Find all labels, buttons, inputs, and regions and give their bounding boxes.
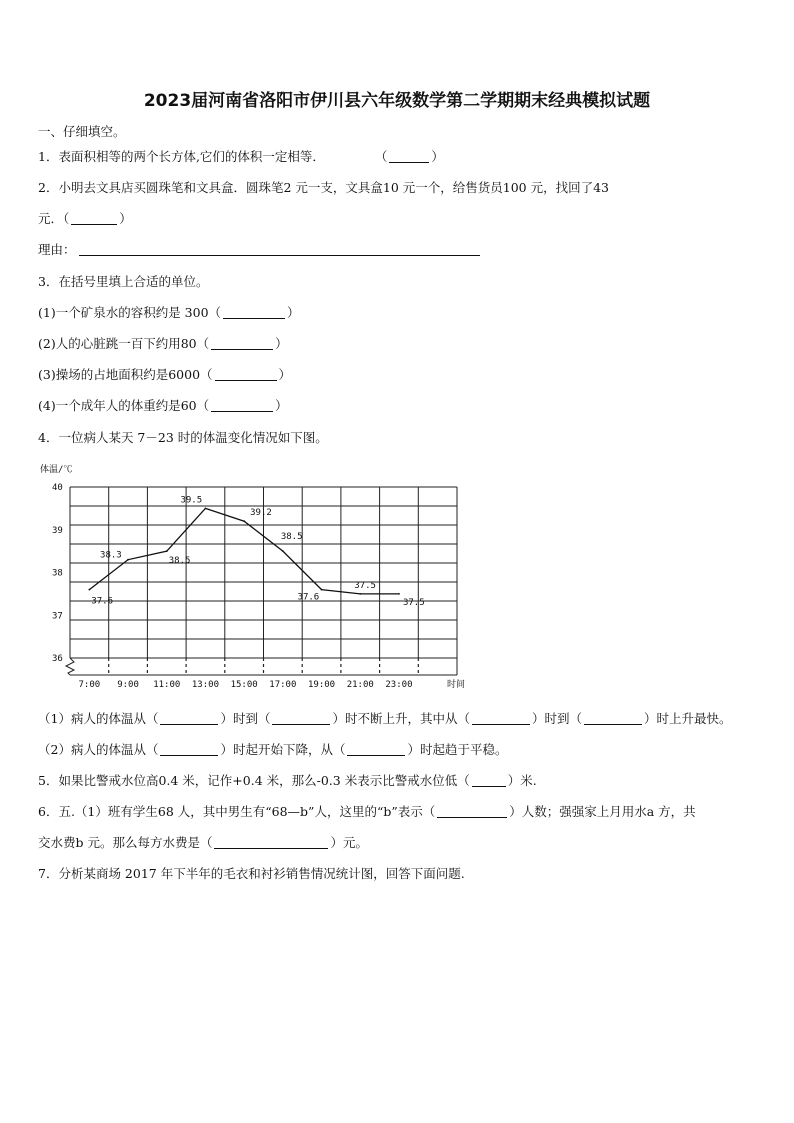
question-5 bbox=[38, 771, 537, 789]
page-title: 2023届河南省洛阳市伊川县六年级数学第二学期期末经典模拟试题 bbox=[143, 91, 651, 111]
answer-blank[interactable] bbox=[389, 149, 429, 163]
axis-break-icon bbox=[66, 658, 74, 675]
y-tick-label: 40 bbox=[52, 483, 63, 493]
q4-sub2-text-2: ）时起开始下降，从（ bbox=[220, 742, 346, 757]
question-4-sub2 bbox=[38, 740, 508, 758]
x-axis-label: 时间 bbox=[447, 680, 466, 690]
question-2-prefix: 元．（ bbox=[38, 211, 70, 226]
y-tick-label: 38 bbox=[52, 568, 63, 579]
x-tick-label: 7:00 bbox=[78, 680, 101, 690]
paren-close: ） bbox=[119, 211, 132, 226]
data-label: 38.3 bbox=[100, 550, 122, 561]
data-point bbox=[166, 550, 168, 552]
x-tick-label: 13:00 bbox=[191, 680, 219, 690]
x-tick-label: 21:00 bbox=[346, 680, 374, 690]
paren-open: （ bbox=[374, 149, 388, 164]
q4-sub2-text-3: ）时起趋于平稳。 bbox=[407, 742, 508, 757]
question-3-item-text: (3)操场的占地面积约是6000（ bbox=[38, 367, 213, 382]
x-tick-label: 17:00 bbox=[269, 680, 297, 690]
data-label: 39.2 bbox=[250, 508, 272, 519]
answer-blank[interactable] bbox=[211, 336, 273, 350]
answer-blank[interactable] bbox=[472, 773, 506, 787]
y-axis-label: 体温/℃ bbox=[40, 465, 73, 475]
answer-blank[interactable] bbox=[215, 367, 277, 381]
data-label: 37.6 bbox=[91, 596, 114, 607]
question-3-item-text: (4)一个成年人的体重约是60（ bbox=[38, 398, 210, 413]
paren-close: ） bbox=[275, 398, 288, 413]
question-7: 7．分析某商场 2017 年下半年的毛衣和衬衫销售情况统计图，回答下面问题. bbox=[38, 866, 465, 881]
question-2-line1: 2．小明去文具店买圆珠笔和文具盒．圆珠笔2 元一支，文具盒10 元一个，给售货员100 元，找回了43 bbox=[38, 180, 609, 195]
q4-sub1-text-3: ）时不断上升，其中从（ bbox=[332, 711, 470, 726]
answer-blank[interactable] bbox=[160, 711, 218, 725]
data-label: 37.6 bbox=[297, 592, 320, 603]
data-point bbox=[321, 589, 323, 591]
paren-close: ） bbox=[278, 367, 292, 382]
question-3-intro: 3．在括号里填上合适的单位。 bbox=[38, 274, 209, 289]
question-6-text-1: 6．五.（1）班有学生68 人，其中男生有“68—b”人，这里的“b”表示（ bbox=[38, 804, 436, 819]
answer-blank[interactable] bbox=[223, 305, 285, 319]
temperature-line-chart bbox=[30, 455, 480, 695]
question-5-text: 5．如果比警戒水位高0.4 米，记作+0.4 米，那么-0.3 米表示比警戒水位低（ bbox=[38, 773, 470, 788]
q4-sub1-text-2: ）时到（ bbox=[220, 711, 271, 726]
reason-label: 理由： bbox=[38, 242, 76, 257]
question-3-item-text: (1)一个矿泉水的容积约是 300（ bbox=[38, 305, 222, 320]
section-heading: 一、仔细填空。 bbox=[38, 124, 126, 139]
question-5-unit: ）米. bbox=[507, 773, 537, 788]
paren-close: ） bbox=[431, 149, 444, 164]
question-2-line2 bbox=[38, 209, 132, 227]
data-label: 37.5 bbox=[354, 580, 376, 591]
answer-blank[interactable] bbox=[584, 711, 642, 725]
question-3-item bbox=[38, 303, 300, 321]
answer-blank[interactable] bbox=[472, 711, 530, 725]
data-point bbox=[282, 550, 284, 552]
question-1-text: 1．表面积相等的两个长方体,它们的体积一定相等． bbox=[38, 149, 325, 164]
y-tick-label: 39 bbox=[52, 525, 63, 536]
x-tick-label: 15:00 bbox=[230, 680, 258, 690]
question-3-item bbox=[38, 334, 288, 352]
paren-close: ） bbox=[275, 336, 288, 351]
question-3-item bbox=[38, 365, 291, 383]
q4-sub2-text-1: （2）病人的体温从（ bbox=[38, 742, 159, 757]
question-4-sub1 bbox=[38, 709, 732, 727]
q4-sub1-text-5: ）时上升最快。 bbox=[644, 711, 732, 726]
data-point bbox=[359, 593, 361, 595]
data-point bbox=[398, 593, 400, 595]
answer-blank[interactable] bbox=[437, 804, 507, 818]
question-1 bbox=[38, 147, 444, 165]
data-point bbox=[243, 520, 245, 522]
question-6-line1 bbox=[38, 802, 696, 820]
x-tick-label: 9:00 bbox=[117, 680, 139, 690]
question-6-line2 bbox=[38, 833, 368, 851]
y-tick-label: 36 bbox=[52, 654, 63, 664]
x-tick-label: 23:00 bbox=[385, 680, 413, 690]
y-tick-label: 37 bbox=[52, 611, 63, 622]
data-label: 38.5 bbox=[168, 556, 191, 567]
data-label: 38.5 bbox=[280, 532, 303, 543]
answer-blank[interactable] bbox=[211, 398, 273, 412]
question-3-item bbox=[38, 396, 288, 414]
q4-sub1-text-1: （1）病人的体温从（ bbox=[38, 711, 159, 726]
answer-blank[interactable] bbox=[160, 742, 218, 756]
data-point bbox=[205, 507, 207, 509]
data-point bbox=[88, 589, 90, 591]
q4-sub1-text-4: ）时到（ bbox=[532, 711, 583, 726]
answer-blank[interactable] bbox=[71, 211, 117, 225]
data-label: 39.5 bbox=[180, 495, 203, 506]
question-4-intro: 4．一位病人某天 7－23 时的体温变化情况如下图。 bbox=[38, 430, 328, 445]
question-6-text-2: ）人数；强强家上月用水a 方，共 bbox=[509, 804, 696, 819]
x-tick-label: 11:00 bbox=[153, 680, 181, 690]
answer-blank[interactable] bbox=[272, 711, 330, 725]
question-6-text-4: ）元。 bbox=[330, 835, 368, 850]
answer-blank[interactable] bbox=[347, 742, 405, 756]
x-tick-label: 19:00 bbox=[308, 680, 336, 690]
data-point bbox=[127, 559, 129, 561]
question-3-item-text: (2)人的心脏跳一百下约用80（ bbox=[38, 336, 210, 351]
answer-blank[interactable] bbox=[214, 835, 328, 849]
paren-close: ） bbox=[287, 305, 300, 320]
data-label: 37.5 bbox=[402, 597, 425, 608]
question-6-text-3: 交水费b 元。那么每方水费是（ bbox=[38, 835, 213, 850]
reason-blank[interactable] bbox=[79, 255, 480, 256]
